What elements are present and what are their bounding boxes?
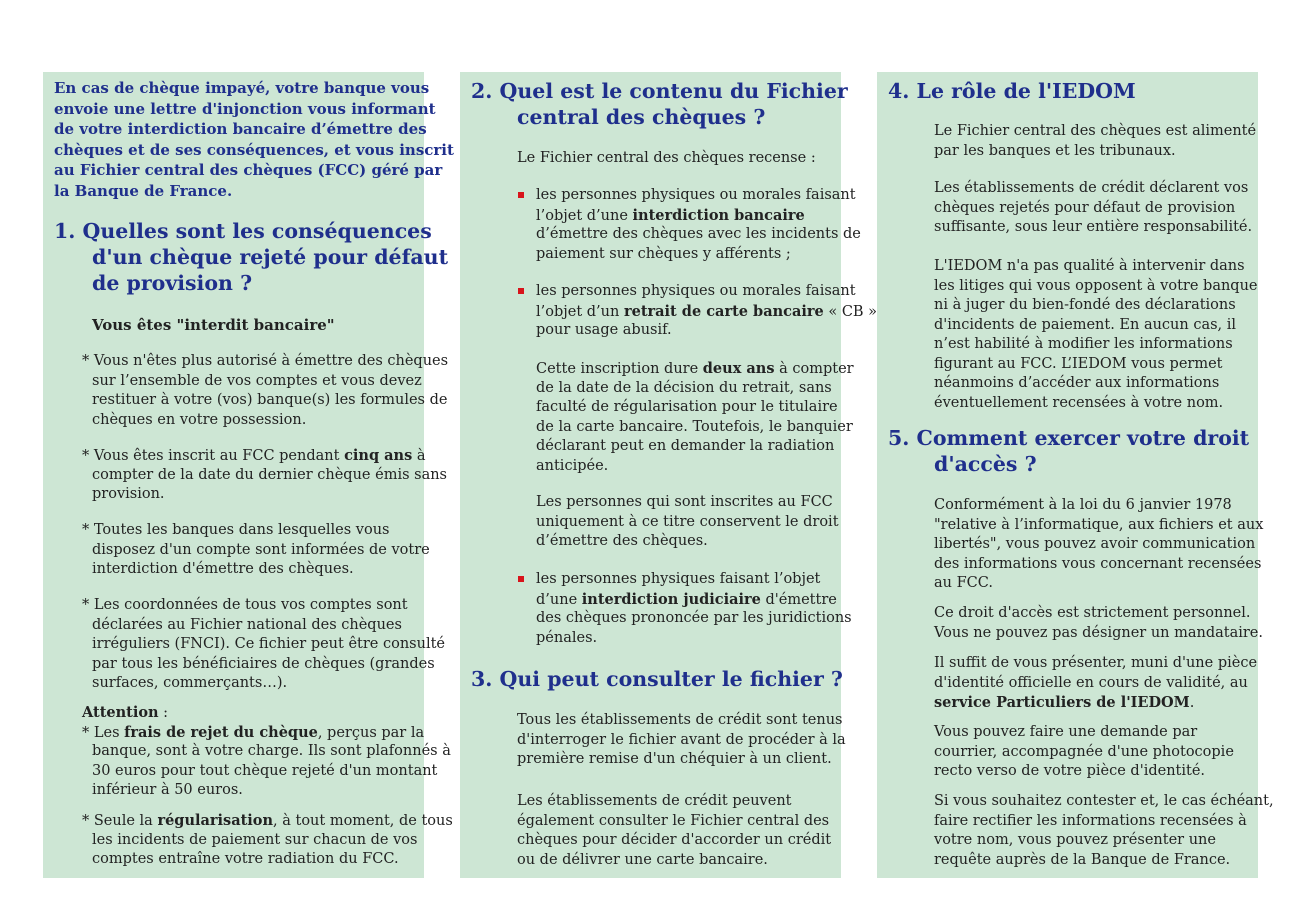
section-2-heading: central des chèques ? bbox=[517, 105, 766, 129]
paragraph-line: * Seule la régularisation, à tout moment, de tous bbox=[82, 812, 453, 829]
paragraph-line: restituer à votre (vos) banque(s) les formules de bbox=[92, 392, 448, 408]
bullet-line: l’objet d’un retrait de carte bancaire « CB » bbox=[536, 302, 878, 320]
bullet-line: déclarant peut en demander la radiation bbox=[536, 438, 835, 454]
bullet-line: les personnes physiques faisant l’objet bbox=[536, 571, 821, 587]
paragraph-line: n’est habilité à modifier les informations bbox=[934, 336, 1233, 352]
bullet-line: anticipée. bbox=[536, 457, 609, 474]
paragraph-line: par les banques et les tribunaux. bbox=[934, 142, 1176, 159]
attention-label: Attention : bbox=[82, 704, 169, 721]
paragraph-line: disposez d'un compte sont informées de votre bbox=[92, 541, 430, 558]
section-1-heading: 1. Quelles sont les conséquences bbox=[54, 219, 432, 243]
column-consequences bbox=[43, 72, 454, 878]
paragraph-line: * Les frais de rejet du chèque, perçus par la bbox=[82, 723, 425, 741]
section-3-heading: 3. Qui peut consulter le fichier ? bbox=[471, 667, 843, 691]
paragraph-line: 30 euros pour tout chèque rejeté d'un montant bbox=[92, 762, 438, 779]
paragraph-line: Les établissements de crédit déclarent vos bbox=[934, 180, 1249, 196]
paragraph-line: votre nom, vous pouvez présenter une bbox=[934, 832, 1216, 848]
bullet-line: l’objet d’une interdiction bancaire bbox=[536, 206, 805, 224]
section-5-heading: 5. Comment exercer votre droit bbox=[888, 426, 1250, 450]
paragraph-line: néanmoins d’accéder aux informations bbox=[934, 375, 1220, 391]
intro-line: de votre interdiction bancaire d’émettre des bbox=[54, 120, 427, 138]
paragraph-line: Il suffit de vous présenter, muni d'une pièce bbox=[934, 655, 1258, 671]
bullet-line: faculté de régularisation pour le titulaire bbox=[536, 399, 838, 415]
paragraph-line: ou de délivrer une carte bancaire. bbox=[517, 851, 768, 868]
paragraph-line: les litiges qui vous opposent à votre banque bbox=[934, 277, 1258, 294]
bullet-line: Les personnes qui sont inscrites au FCC bbox=[536, 494, 833, 510]
intro-line: chèques et de ses conséquences, et vous inscrit bbox=[54, 140, 454, 159]
paragraph-line: surfaces, commerçants…). bbox=[92, 675, 288, 691]
bullet-line: les personnes physiques ou morales faisant bbox=[536, 187, 856, 203]
red-bullet-icon bbox=[518, 288, 524, 294]
intro-line: envoie une lettre d'injonction vous informant bbox=[54, 99, 436, 118]
paragraph-line: éventuellement recensées à votre nom. bbox=[934, 394, 1224, 411]
bullet-line: d’une interdiction judiciaire d'émettre bbox=[536, 590, 837, 608]
paragraph-line: Le Fichier central des chèques est alimenté bbox=[934, 123, 1257, 139]
paragraph-line: Les établissements de crédit peuvent bbox=[517, 793, 792, 809]
paragraph-line: chèques pour décider d'accorder un crédit bbox=[517, 832, 832, 848]
paragraph-line: interdiction d'émettre des chèques. bbox=[92, 561, 354, 577]
bullet-line: de la carte bancaire. Toutefois, le banquier bbox=[536, 418, 853, 435]
paragraph-line: au FCC. bbox=[934, 575, 993, 591]
paragraph-line: L'IEDOM n'a pas qualité à intervenir dans bbox=[934, 258, 1245, 274]
paragraph-line: "relative à l’informatique, aux fichiers et aux bbox=[934, 516, 1264, 533]
bullet-line: d’émettre des chèques avec les incidents de bbox=[536, 226, 861, 242]
paragraph-line: inférieur à 50 euros. bbox=[92, 782, 243, 798]
paragraph-line: suffisante, sous leur entière responsabilité. bbox=[934, 219, 1253, 235]
paragraph-line: courrier, accompagnée d'une photocopie bbox=[934, 743, 1234, 760]
section-5-heading: d'accès ? bbox=[934, 452, 1037, 476]
section-1-heading: d'un chèque rejeté pour défaut bbox=[92, 245, 449, 269]
bullet-line: pénales. bbox=[536, 629, 598, 646]
intro-line: au Fichier central des chèques (FCC) géré par bbox=[54, 161, 443, 179]
bullet-line: Cette inscription dure deux ans à compter bbox=[536, 360, 854, 377]
paragraph-line: ni à juger du bien-fondé des déclarations bbox=[934, 297, 1236, 313]
lead-text: Le Fichier central des chèques recense : bbox=[517, 150, 816, 166]
paragraph-line: également consulter le Fichier central des bbox=[517, 812, 830, 829]
intro-line: la Banque de France. bbox=[54, 181, 233, 200]
paragraph-line: Si vous souhaitez contester et, le cas échéant, bbox=[934, 793, 1274, 809]
paragraph-line: sur l’ensemble de vos comptes et vous devez bbox=[92, 372, 422, 389]
paragraph-line: * Les coordonnées de tous vos comptes sont bbox=[82, 597, 408, 613]
paragraph-line: des informations vous concernant recensées bbox=[934, 555, 1262, 572]
column-contenu bbox=[460, 72, 878, 878]
paragraph-line: * Vous n'êtes plus autorisé à émettre des chèques bbox=[82, 353, 449, 369]
column-iedom bbox=[877, 72, 1274, 878]
bullet-line: de la date de la décision du retrait, sans bbox=[536, 379, 832, 396]
paragraph-line: * Toutes les banques dans lesquelles vous bbox=[82, 522, 390, 538]
section-1-heading: de provision ? bbox=[92, 271, 253, 295]
paragraph-line: Tous les établissements de crédit sont tenus bbox=[517, 712, 843, 728]
paragraph-line: première remise d'un chéquier à un client. bbox=[517, 751, 832, 767]
paragraph-line: libertés", vous pouvez avoir communication bbox=[934, 536, 1256, 552]
bullet-line: d’émettre des chèques. bbox=[536, 533, 708, 549]
paragraph-line: banque, sont à votre charge. Ils sont plafonnés à bbox=[92, 743, 451, 759]
paragraph-line: Vous pouvez faire une demande par bbox=[934, 724, 1198, 740]
section-4-heading: 4. Le rôle de l'IEDOM bbox=[888, 79, 1136, 103]
paragraph-line: * Vous êtes inscrit au FCC pendant cinq ans à bbox=[82, 447, 426, 464]
paragraph-line: comptes entraîne votre radiation du FCC. bbox=[92, 851, 399, 867]
red-bullet-icon bbox=[518, 192, 524, 198]
paragraph-line: figurant au FCC. L’IEDOM vous permet bbox=[934, 355, 1223, 372]
paragraph-line: service Particuliers de l'IEDOM. bbox=[934, 694, 1195, 711]
paragraph-line: chèques en votre possession. bbox=[92, 411, 307, 428]
intro-line: En cas de chèque impayé, votre banque vous bbox=[54, 79, 430, 97]
paragraph-line: provision. bbox=[92, 486, 165, 502]
paragraph-line: d'incidents de paiement. En aucun cas, il bbox=[934, 316, 1237, 333]
bullet-line: uniquement à ce titre conservent le droit bbox=[536, 513, 839, 530]
bullet-line: les personnes physiques ou morales faisant bbox=[536, 283, 856, 299]
paragraph-line: déclarées au Fichier national des chèques bbox=[92, 616, 402, 633]
paragraph-line: par tous les bénéficiaires de chèques (grandes bbox=[92, 655, 435, 672]
paragraph-line: Vous ne pouvez pas désigner un mandataire. bbox=[934, 624, 1263, 641]
paragraph-line: faire rectifier les informations recensées à bbox=[934, 812, 1247, 829]
paragraph-line: Ce droit d'accès est strictement personnel. bbox=[934, 605, 1251, 621]
bullet-line: pour usage abusif. bbox=[536, 322, 672, 338]
subheading-interdit: Vous êtes "interdit bancaire" bbox=[92, 316, 335, 334]
paragraph-line: requête auprès de la Banque de France. bbox=[934, 851, 1231, 868]
bullet-line: paiement sur chèques y afférents ; bbox=[536, 245, 791, 262]
paragraph-line: irréguliers (FNCI). Ce fichier peut être consulté bbox=[92, 636, 445, 652]
section-2-heading: 2. Quel est le contenu du Fichier bbox=[471, 79, 848, 103]
paragraph-line: recto verso de votre pièce d'identité. bbox=[934, 763, 1206, 779]
bullet-line: des chèques prononcée par les juridictions bbox=[536, 610, 852, 626]
paragraph-line: les incidents de paiement sur chacun de vos bbox=[92, 831, 418, 848]
paragraph-line: Conformément à la loi du 6 janvier 1978 bbox=[934, 497, 1232, 513]
red-bullet-icon bbox=[518, 576, 524, 582]
paragraph-line: d'identité officielle en cours de validité, au bbox=[934, 674, 1248, 691]
paragraph-line: chèques rejetés pour défaut de provision bbox=[934, 199, 1236, 216]
paragraph-line: compter de la date du dernier chèque émis sans bbox=[92, 466, 447, 483]
paragraph-line: d'interroger le fichier avant de procéder à la bbox=[517, 731, 846, 748]
